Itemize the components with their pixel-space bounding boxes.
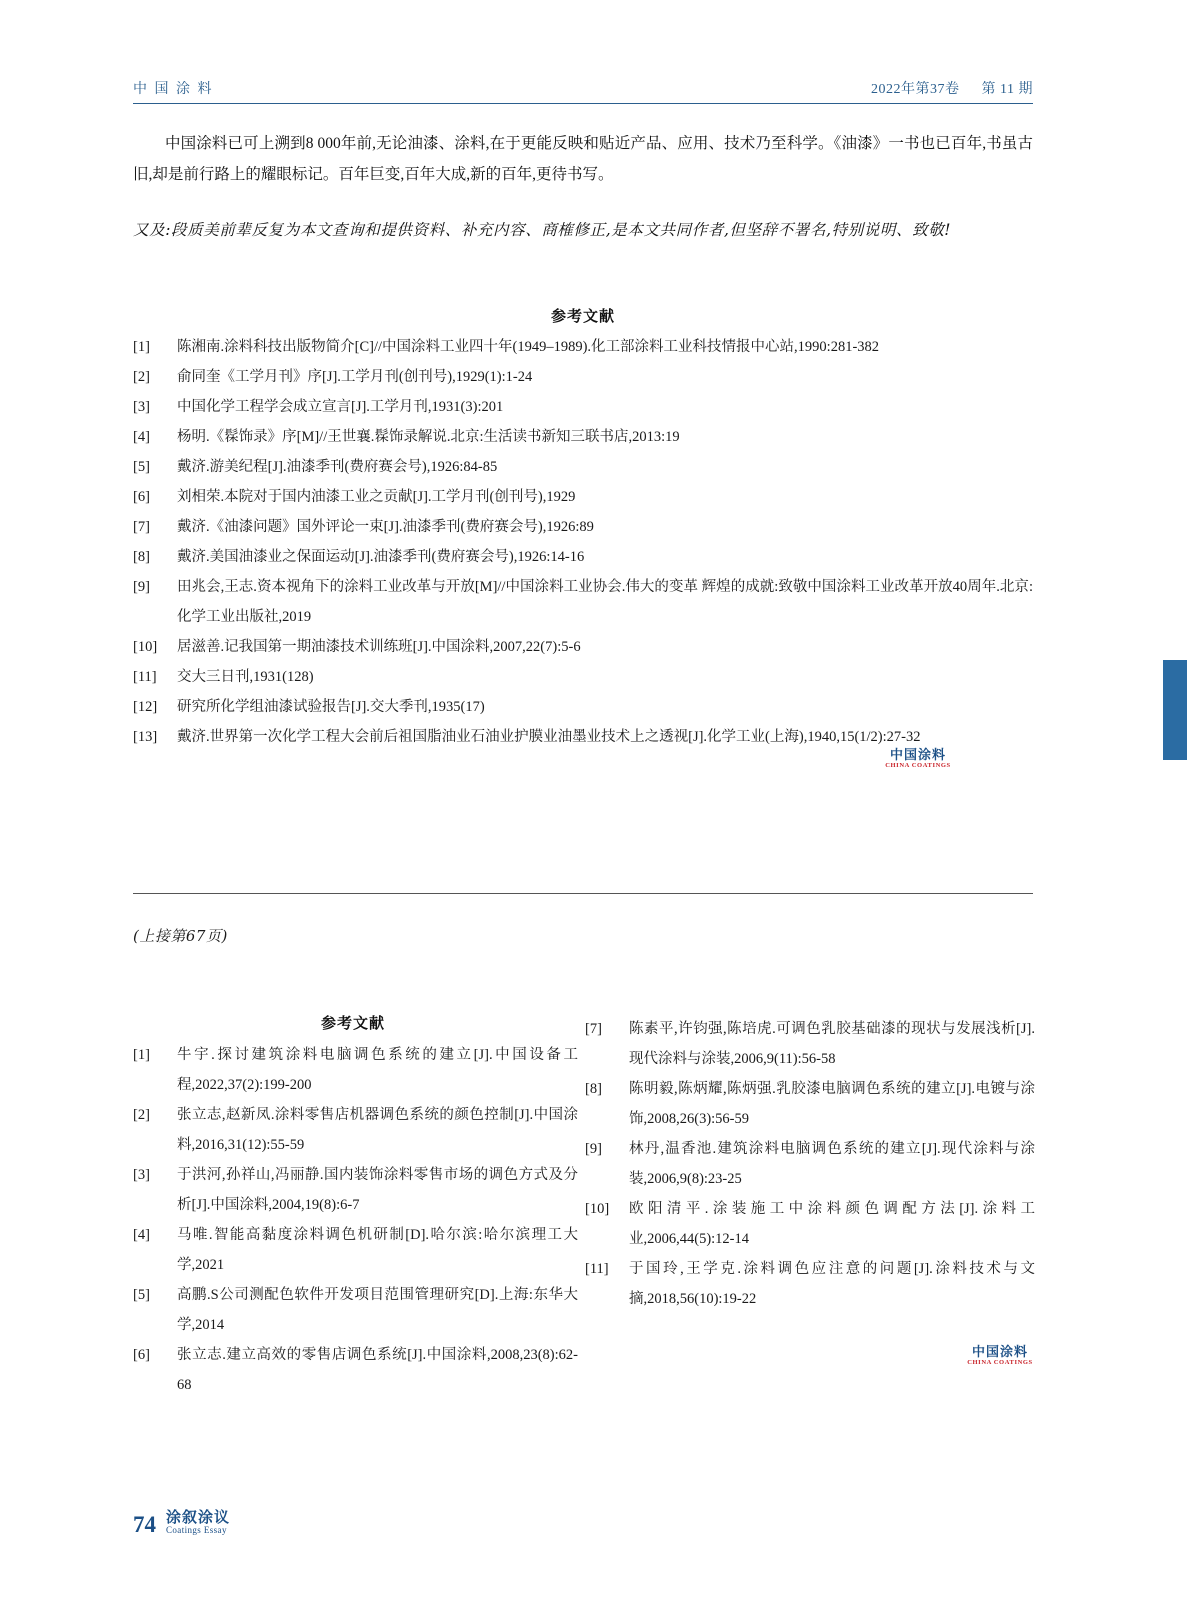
reference-text: 马唯.智能高黏度涂料调色机研制[D].哈尔滨:哈尔滨理工大学,2021 (177, 1227, 578, 1273)
page-number: 74 (133, 1512, 156, 1537)
footer-section-zh: 涂叙涂议 (166, 1509, 231, 1526)
section-divider (133, 893, 1033, 894)
references-list-bottom-right (585, 1014, 1035, 1314)
reference-number: [10] (133, 639, 158, 655)
reference-number: [13] (133, 729, 158, 745)
reference-text: 张立志.建立高效的零售店调色系统[J].中国涂料,2008,23(8):62-68 (177, 1347, 578, 1393)
reference-number: [1] (133, 339, 150, 355)
brand-logo-bottom (962, 1345, 1038, 1366)
reference-number: [10] (585, 1201, 610, 1217)
footer-section-labels (166, 1510, 230, 1536)
reference-text: 居滋善.记我国第一期油漆技术训练班[J].中国涂料,2007,22(7):5-6 (177, 639, 581, 655)
reference-item (133, 662, 1033, 692)
reference-item (133, 362, 1033, 392)
reference-item (133, 422, 1033, 452)
logo-en-text: CHINA COATINGS (885, 761, 951, 769)
reference-item (585, 1254, 1035, 1314)
reference-number: [3] (133, 1167, 150, 1183)
continued-from-note: (上接第67页) (133, 927, 228, 945)
reference-item (133, 1280, 578, 1340)
reference-item (133, 1040, 578, 1100)
reference-text: 田兆会,王志.资本视角下的涂料工业改革与开放[M]//中国涂料工业协会.伟大的变革 辉煌的成就:致敬中国涂料工业改革开放40周年.北京:化学工业出版社,2019 (177, 579, 1033, 625)
logo-cn-text: 中国涂料 (889, 747, 946, 762)
body-paragraph-2: 又及:段质美前辈反复为本文查询和提供资料、补充内容、商榷修正,是本文共同作者,但坚辞不署名,特别说明、致敬! (133, 221, 952, 239)
reference-number: [9] (585, 1141, 602, 1157)
reference-number: [5] (133, 1287, 150, 1303)
reference-item (585, 1134, 1035, 1194)
issue-label: 第 11 期 (981, 82, 1033, 97)
reference-text: 戴济.《油漆问题》国外评论一束[J].油漆季刊(费府赛会号),1926:89 (177, 519, 594, 535)
reference-item (133, 1100, 578, 1160)
logo-cn-text: 中国涂料 (971, 1344, 1028, 1359)
reference-text: 陈素平,许钧强,陈培虎.可调色乳胶基础漆的现状与发展浅析[J].现代涂料与涂装,2006,9(11):56-58 (629, 1021, 1035, 1067)
reference-number: [4] (133, 429, 150, 445)
reference-text: 戴济.美国油漆业之保面运动[J].油漆季刊(费府赛会号),1926:14-16 (177, 549, 585, 565)
reference-item (585, 1194, 1035, 1254)
reference-item (133, 632, 1033, 662)
reference-number: [1] (133, 1047, 150, 1063)
reference-item (133, 542, 1033, 572)
reference-item (133, 1220, 578, 1280)
reference-number: [3] (133, 399, 150, 415)
reference-number: [5] (133, 459, 150, 475)
reference-item (133, 332, 1033, 362)
reference-number: [9] (133, 579, 150, 595)
reference-text: 刘相荣.本院对于国内油漆工业之贡献[J].工学月刊(创刊号),1929 (177, 489, 576, 505)
logo-en-text: CHINA COATINGS (967, 1358, 1033, 1366)
page-header (133, 78, 1033, 98)
reference-text: 欧阳清平.涂装施工中涂料颜色调配方法[J].涂料工业,2006,44(5):12-14 (629, 1201, 1035, 1247)
page-footer (133, 1510, 230, 1536)
reference-text: 戴济.游美纪程[J].油漆季刊(费府赛会号),1926:84-85 (177, 459, 498, 475)
journal-name: 中 国 涂 料 (133, 82, 214, 97)
reference-number: [7] (133, 519, 150, 535)
brand-logo-top (880, 748, 956, 769)
reference-number: [8] (133, 549, 150, 565)
references-heading-top: 参考文献 (550, 309, 615, 325)
reference-item (133, 482, 1033, 512)
reference-item (585, 1014, 1035, 1074)
body-paragraph-1: 中国涂料已可上溯到8 000年前,无论油漆、涂料,在于更能反映和贴近产品、应用、技术乃至科学。《油漆》一书也已百年,书虽古旧,却是前行路上的耀眼标记。百年巨变,百年大成,新的百年,更待书写。 (133, 135, 1033, 183)
reference-text: 中国化学工程学会成立宣言[J].工学月刊,1931(3):201 (177, 399, 504, 415)
reference-number: [6] (133, 489, 150, 505)
reference-number: [8] (585, 1081, 602, 1097)
reference-item (133, 512, 1033, 542)
reference-item (133, 1160, 578, 1220)
reference-number: [7] (585, 1021, 602, 1037)
reference-text: 陈湘南.涂料科技出版物简介[C]//中国涂料工业四十年(1949–1989).化工部涂料工业科技情报中心站,1990:281-382 (177, 339, 880, 355)
reference-item (133, 392, 1033, 422)
reference-number: [11] (133, 669, 157, 685)
references-list-bottom-left (133, 1040, 578, 1400)
reference-text: 高鹏.S公司测配色软件开发项目范围管理研究[D].上海:东华大学,2014 (177, 1287, 578, 1333)
reference-text: 张立志,赵新凤.涂料零售店机器调色系统的颜色控制[J].中国涂料,2016,31(12):55-59 (177, 1107, 578, 1153)
reference-text: 陈明毅,陈炳耀,陈炳强.乳胶漆电脑调色系统的建立[J].电镀与涂饰,2008,26(3):56-59 (629, 1081, 1035, 1127)
reference-number: [12] (133, 699, 158, 715)
reference-item (585, 1074, 1035, 1134)
reference-item (133, 572, 1033, 632)
reference-number: [2] (133, 1107, 150, 1123)
reference-item (133, 1340, 578, 1400)
reference-text: 于洪河,孙祥山,冯丽静.国内装饰涂料零售市场的调色方式及分析[J].中国涂料,2004,19(8):6-7 (177, 1167, 578, 1213)
footer-divider (133, 1541, 1033, 1542)
reference-text: 戴济.世界第一次化学工程大会前后祖国脂油业石油业护膜业油墨业技术上之透视[J].化学工业(上海),1940,15(1/2):27-32 (177, 729, 921, 745)
reference-text: 林丹,温香池.建筑涂料电脑调色系统的建立[J].现代涂料与涂装,2006,9(8):23-25 (629, 1141, 1035, 1187)
reference-text: 研究所化学组油漆试验报告[J].交大季刊,1935(17) (177, 699, 485, 715)
reference-text: 牛宇.探讨建筑涂料电脑调色系统的建立[J].中国设备工程,2022,37(2):199-200 (177, 1047, 578, 1093)
reference-number: [6] (133, 1347, 150, 1363)
reference-number: [2] (133, 369, 150, 385)
volume-label: 2022年第37卷 (871, 82, 960, 97)
references-list-top (133, 332, 1033, 752)
reference-item (133, 692, 1033, 722)
references-heading-bottom: 参考文献 (320, 1016, 385, 1032)
reference-number: [4] (133, 1227, 150, 1243)
header-divider (133, 103, 1033, 104)
reference-number: [11] (585, 1261, 609, 1277)
reference-text: 杨明.《髹饰录》序[M]//王世襄.髹饰录解说.北京:生活读书新知三联书店,2013:19 (177, 429, 680, 445)
reference-item (133, 452, 1033, 482)
reference-text: 于国玲,王学克.涂料调色应注意的问题[J].涂料技术与文摘,2018,56(10):19-22 (629, 1261, 1035, 1307)
page-side-tab (1163, 660, 1187, 760)
reference-text: 俞同奎《工学月刊》序[J].工学月刊(创刊号),1929(1):1-24 (177, 369, 533, 385)
reference-text: 交大三日刊,1931(128) (177, 669, 314, 685)
issue-info (871, 78, 1033, 98)
footer-section-en: Coatings Essay (166, 1525, 227, 1536)
